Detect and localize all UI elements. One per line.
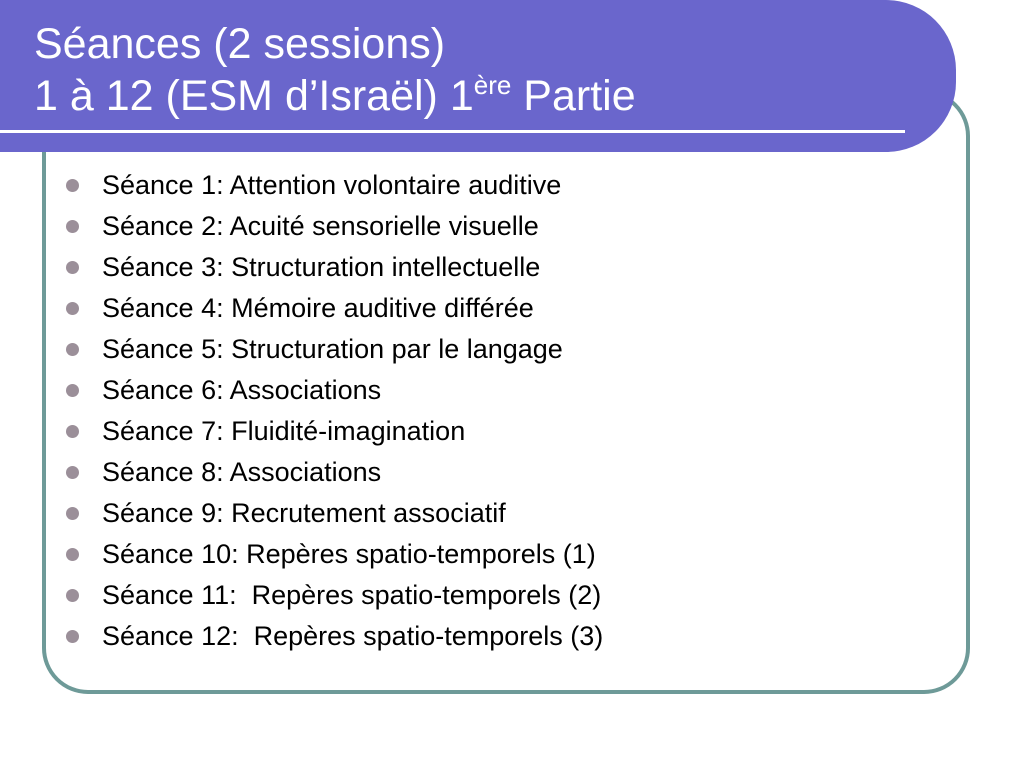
list-item — [66, 329, 603, 370]
list-item — [66, 165, 603, 206]
list-item — [66, 493, 603, 534]
list-item — [66, 575, 603, 616]
list-item-text: Séance 3: Structuration intellectuelle — [102, 252, 541, 282]
list-item — [66, 288, 603, 329]
list-item — [66, 247, 603, 288]
list-item-text: Séance 4: Mémoire auditive différée — [102, 293, 534, 323]
bullet-icon — [66, 384, 79, 397]
title-banner — [0, 0, 956, 152]
list-item-text: Séance 9: Recrutement associatif — [102, 498, 506, 528]
list-item-text: Séance 6: Associations — [102, 375, 382, 405]
bullet-icon — [66, 507, 79, 520]
list-item — [66, 411, 603, 452]
list-item — [66, 370, 603, 411]
bullet-icon — [66, 425, 79, 438]
bullet-icon — [66, 302, 79, 315]
title-line-2-start: 1 à 12 (ESM d’Israël) 1 — [34, 72, 474, 120]
list-item-text: Séance 12: Repères spatio-temporels (3) — [102, 621, 604, 651]
list-item — [66, 206, 603, 247]
title-superscript: ère — [473, 70, 512, 100]
list-item-text: Séance 1: Attention volontaire auditive — [102, 170, 562, 200]
bullet-icon — [66, 343, 79, 356]
bullet-icon — [66, 261, 79, 274]
list-item — [66, 534, 603, 575]
title-underline — [0, 130, 905, 133]
list-item — [66, 616, 603, 657]
list-item-text: Séance 2: Acuité sensorielle visuelle — [102, 211, 539, 241]
slide-title — [34, 18, 636, 122]
list-item-text: Séance 5: Structuration par le langage — [102, 334, 563, 364]
bullet-icon — [66, 220, 79, 233]
bullet-icon — [66, 548, 79, 561]
bullet-icon — [66, 179, 79, 192]
list-item-text: Séance 11: Repères spatio-temporels (2) — [102, 580, 602, 610]
list-item-text: Séance 10: Repères spatio-temporels (1) — [102, 539, 596, 569]
list-item-text: Séance 8: Associations — [102, 457, 382, 487]
bullet-icon — [66, 589, 79, 602]
bullet-icon — [66, 466, 79, 479]
title-line-2-end: Partie — [511, 72, 636, 120]
list-item-text: Séance 7: Fluidité-imagination — [102, 416, 466, 446]
title-line-1: Séances (2 sessions) — [34, 20, 446, 68]
list-item — [66, 452, 603, 493]
session-list — [66, 165, 603, 657]
bullet-icon — [66, 630, 79, 643]
